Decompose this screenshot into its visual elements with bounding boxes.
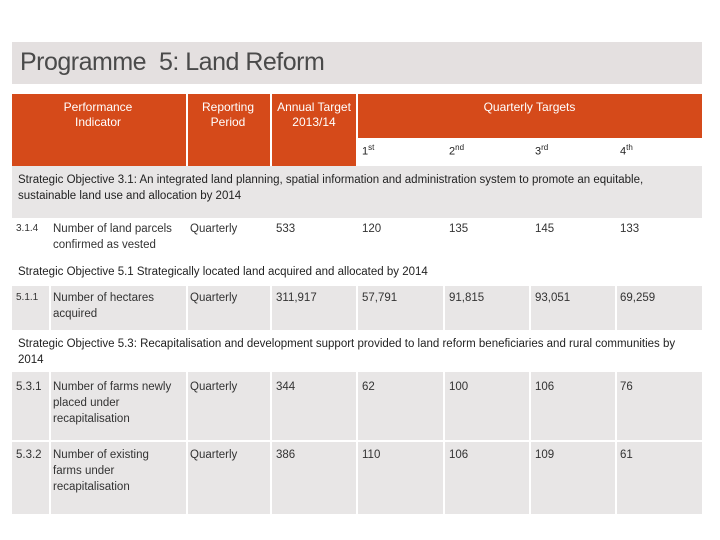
row-q3: 109	[535, 449, 555, 461]
column-divider	[186, 94, 188, 166]
objective-text: Strategic Objective 5.3: Recapitalisation and development support provided to land reform beneficiaries and rural communities by 2014	[18, 338, 676, 366]
row-q4: 76	[620, 381, 633, 393]
quarter-subheader	[357, 138, 702, 166]
title-bar	[12, 42, 702, 84]
row-period: Quarterly	[190, 292, 238, 304]
objective-row	[12, 166, 702, 218]
column-divider	[270, 372, 272, 514]
row-q2: 91,815	[449, 292, 485, 304]
column-divider	[529, 286, 531, 330]
column-divider	[270, 286, 272, 330]
column-divider	[529, 372, 531, 514]
row-period: Quarterly	[190, 223, 238, 235]
header-annual-target: Annual Target 2013/14	[277, 100, 351, 129]
quarter-4-label: 4th	[620, 143, 633, 158]
row-q1: 120	[362, 223, 382, 235]
row-annual: 344	[276, 381, 296, 393]
quarter-1-label: 1st	[362, 143, 375, 158]
header-performance-indicator: Performance Indicator	[63, 100, 133, 129]
column-divider	[356, 372, 358, 514]
quarter-3-label: 3rd	[535, 143, 549, 158]
row-annual: 533	[276, 223, 296, 235]
row-period: Quarterly	[190, 449, 238, 461]
row-id: 5.3.1	[16, 381, 42, 393]
page-title: Programme 5: Land Reform	[20, 48, 325, 76]
row-divider	[12, 440, 702, 442]
row-q1: 57,791	[362, 292, 398, 304]
objective-text: Strategic Objective 3.1: An integrated land planning, spatial information and administration system to promote an equitable, sustainable land use and allocation by 2014	[18, 174, 644, 202]
quarter-2-label: 2nd	[449, 143, 465, 158]
row-indicator: Number of hectares acquired	[53, 292, 154, 320]
header-reporting-period: Reporting Period	[201, 100, 255, 129]
row-q2: 100	[449, 381, 469, 393]
column-divider	[49, 372, 51, 514]
row-q4: 133	[620, 223, 640, 235]
column-divider	[186, 372, 188, 514]
row-id: 5.1.1	[16, 292, 39, 303]
row-q1: 110	[362, 449, 381, 461]
column-divider	[186, 286, 188, 330]
row-indicator: Number of existing farms under recapitalisation	[53, 449, 149, 493]
column-divider	[443, 286, 445, 330]
row-annual: 311,917	[276, 292, 317, 304]
row-id: 5.3.2	[16, 449, 42, 461]
column-divider	[356, 94, 358, 166]
row-period: Quarterly	[190, 381, 238, 393]
column-divider	[49, 286, 51, 330]
column-divider	[615, 286, 617, 330]
row-indicator: Number of land parcels confirmed as vested	[53, 223, 172, 251]
objective-row	[12, 258, 702, 286]
row-q4: 69,259	[620, 292, 656, 304]
column-divider	[270, 94, 272, 166]
row-q2: 135	[449, 223, 469, 235]
row-q3: 106	[535, 381, 555, 393]
row-q4: 61	[620, 449, 633, 461]
row-indicator: Number of farms newly placed under recapitalisation	[53, 381, 172, 425]
column-divider	[49, 218, 51, 258]
row-id: 3.1.4	[16, 223, 39, 234]
column-divider	[615, 372, 617, 514]
objective-text: Strategic Objective 5.1 Strategically located land acquired and allocated by 2014	[18, 266, 428, 278]
column-divider	[443, 372, 445, 514]
row-q3: 145	[535, 223, 555, 235]
objective-row	[12, 330, 702, 372]
column-divider	[356, 286, 358, 330]
row-annual: 386	[276, 449, 296, 461]
row-q3: 93,051	[535, 292, 571, 304]
header-quarterly-targets: Quarterly Targets	[483, 100, 576, 114]
row-q2: 106	[449, 449, 469, 461]
row-q1: 62	[362, 381, 375, 393]
